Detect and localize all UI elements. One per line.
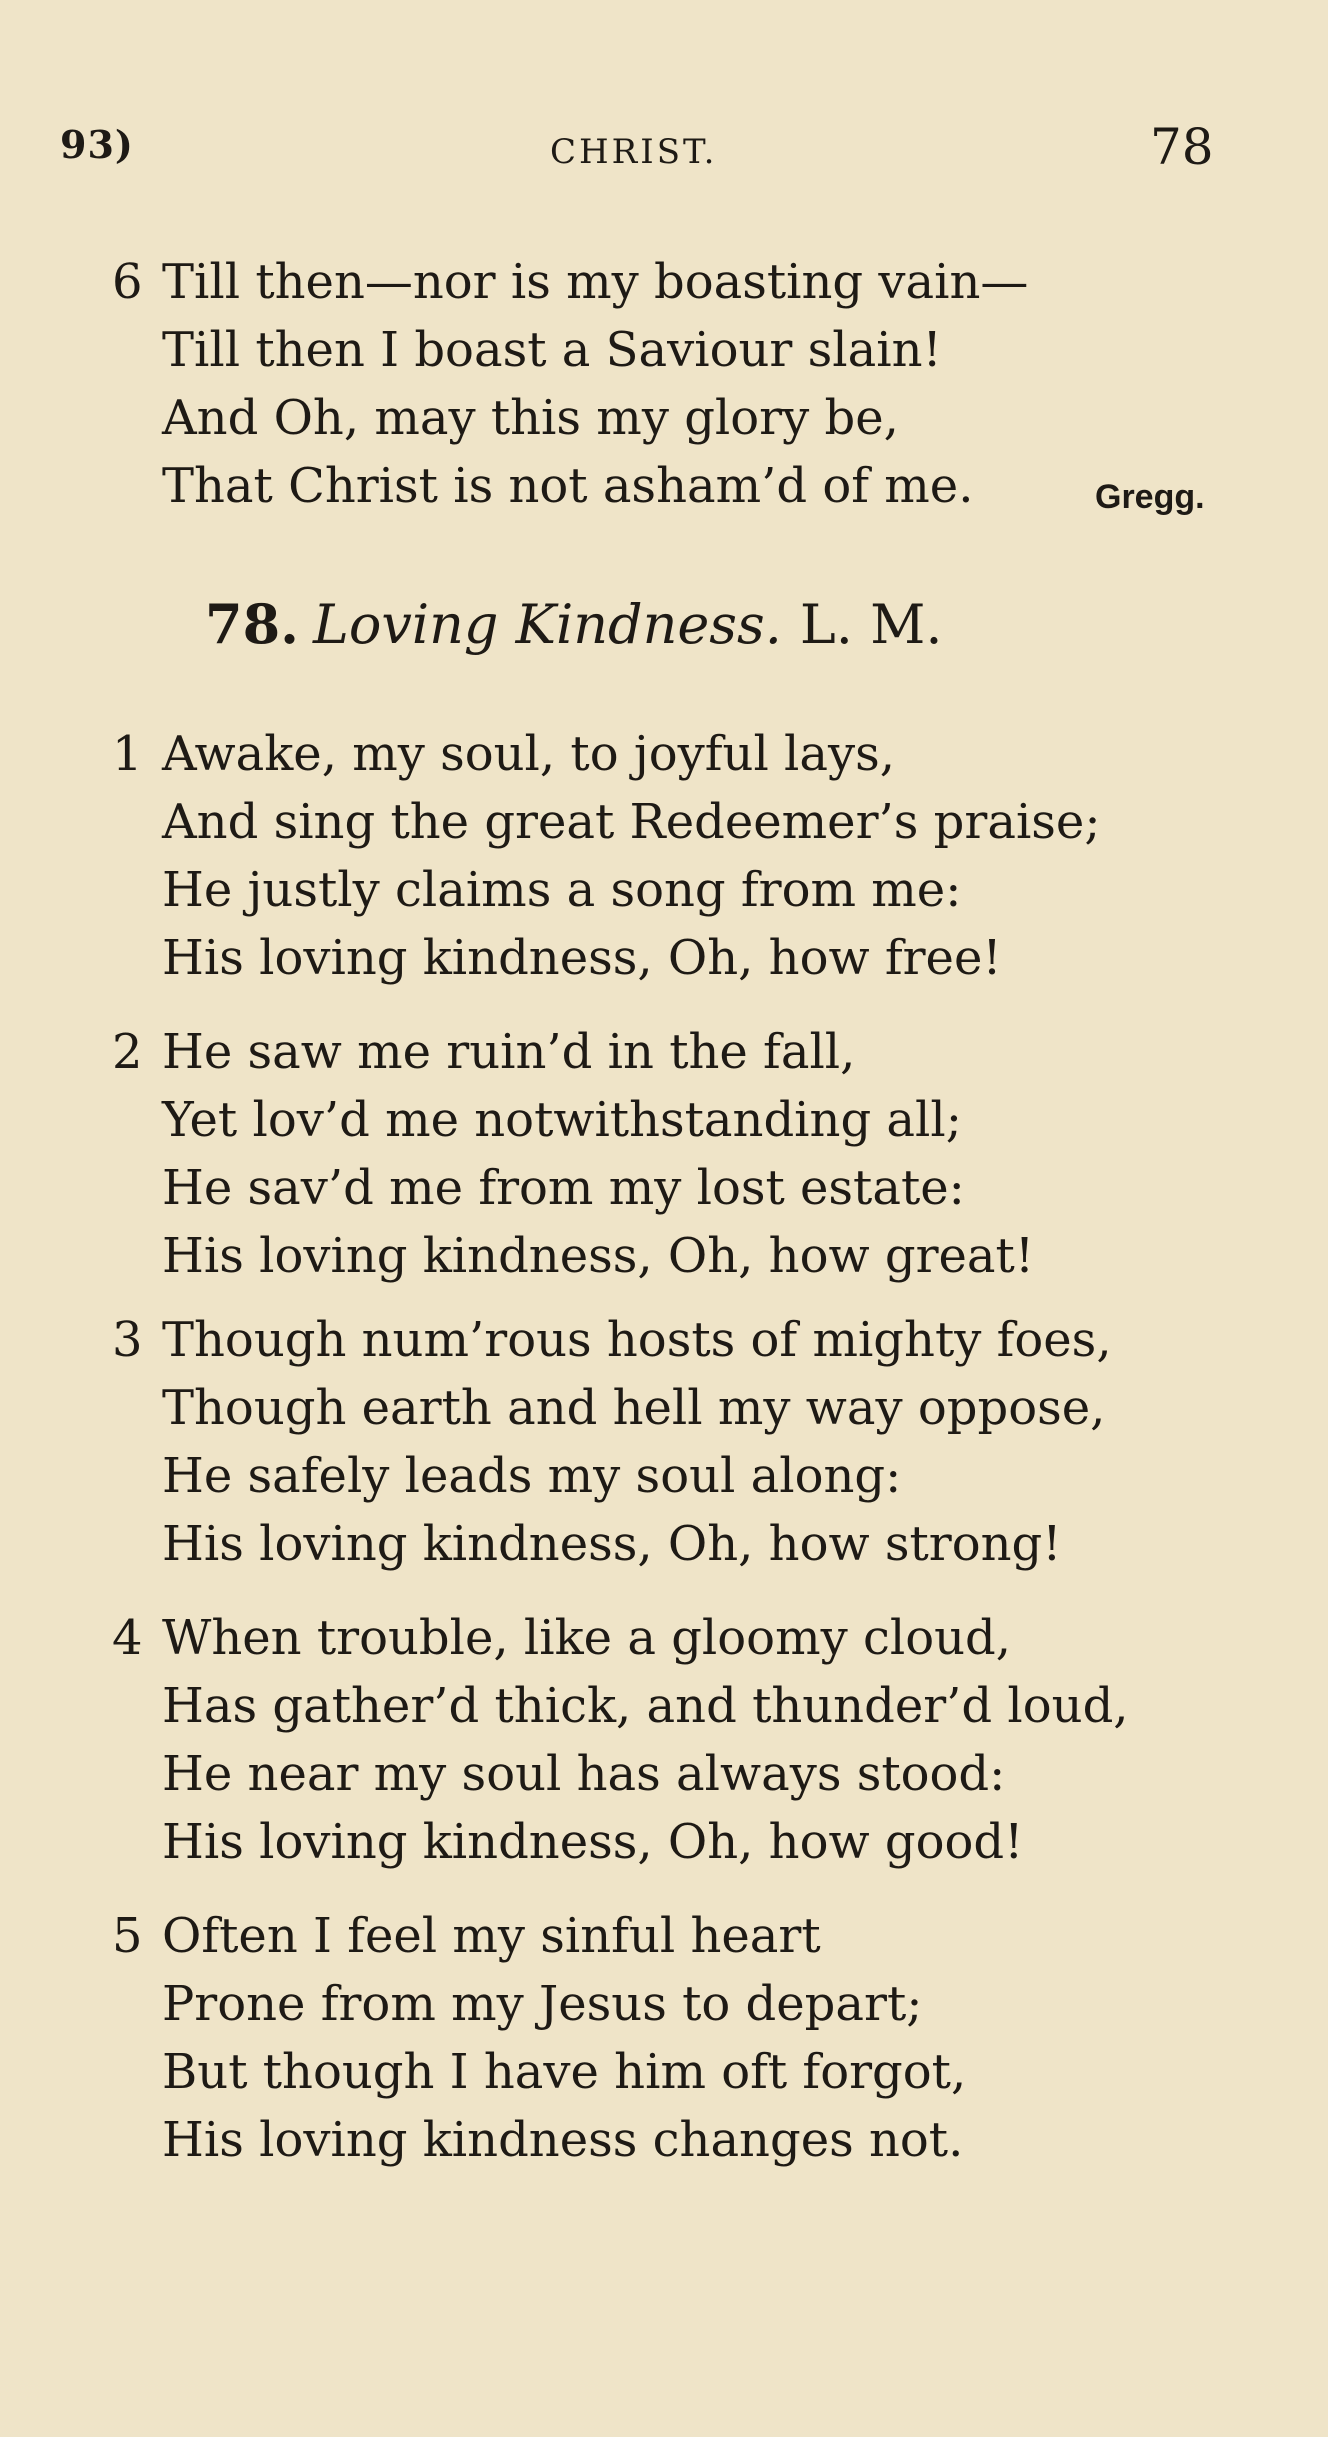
page-header: [0, 118, 1328, 202]
verse-line: That Christ is not asham’d of me.: [162, 458, 974, 514]
stanza-number: 6: [112, 254, 143, 310]
stanza-number: 1: [112, 726, 143, 782]
header-hymn-range: 93): [60, 122, 134, 167]
verse-line: Though num’rous hosts of mighty foes,: [162, 1312, 1112, 1368]
verse-line: But though I have him oft forgot,: [162, 2044, 967, 2100]
verse-line: Yet lov’d me notwithstanding all;: [162, 1092, 962, 1148]
verse-line: He saw me ruin’d in the fall,: [162, 1024, 856, 1080]
verse-line: His loving kindness, Oh, how strong!: [162, 1516, 1062, 1572]
verse-line: He sav’d me from my lost estate:: [162, 1160, 965, 1216]
verse-line: Though earth and hell my way oppose,: [162, 1380, 1106, 1436]
verse-line: And Oh, may this my glory be,: [162, 390, 899, 446]
stanza-number: 4: [112, 1610, 143, 1666]
verse-line: He near my soul has always stood:: [162, 1746, 1006, 1802]
hymn-number: 78.: [205, 592, 299, 656]
header-section-title: CHRIST.: [550, 132, 718, 172]
verse-line: Awake, my soul, to joyful lays,: [162, 726, 896, 782]
hymn-title: [205, 592, 943, 656]
verse-line: When trouble, like a gloomy cloud,: [162, 1610, 1011, 1666]
verse-line: He justly claims a song from me:: [162, 862, 962, 918]
verse-line: Prone from my Jesus to depart;: [162, 1976, 923, 2032]
stanza-number: 3: [112, 1312, 143, 1368]
stanza-number: 5: [112, 1908, 143, 1964]
author-attribution: Gregg.: [1095, 478, 1205, 516]
verse-line: His loving kindness, Oh, how great!: [162, 1228, 1035, 1284]
header-page-number: 78: [1150, 118, 1214, 176]
stanza-number: 2: [112, 1024, 143, 1080]
verse-line: Till then—nor is my boasting vain—: [162, 254, 1029, 310]
hymn-meter: L. M.: [799, 593, 943, 656]
verse-line: And sing the great Redeemer’s praise;: [162, 794, 1101, 850]
verse-line: Till then I boast a Saviour slain!: [162, 322, 942, 378]
verse-line: His loving kindness, Oh, how free!: [162, 930, 1002, 986]
verse-line: Often I feel my sinful heart: [162, 1908, 821, 1964]
verse-line: His loving kindness, Oh, how good!: [162, 1814, 1024, 1870]
verse-line: Has gather’d thick, and thunder’d loud,: [162, 1678, 1129, 1734]
verse-line: He safely leads my soul along:: [162, 1448, 902, 1504]
hymn-name: Loving Kindness.: [312, 593, 782, 656]
verse-line: His loving kindness changes not.: [162, 2112, 964, 2168]
